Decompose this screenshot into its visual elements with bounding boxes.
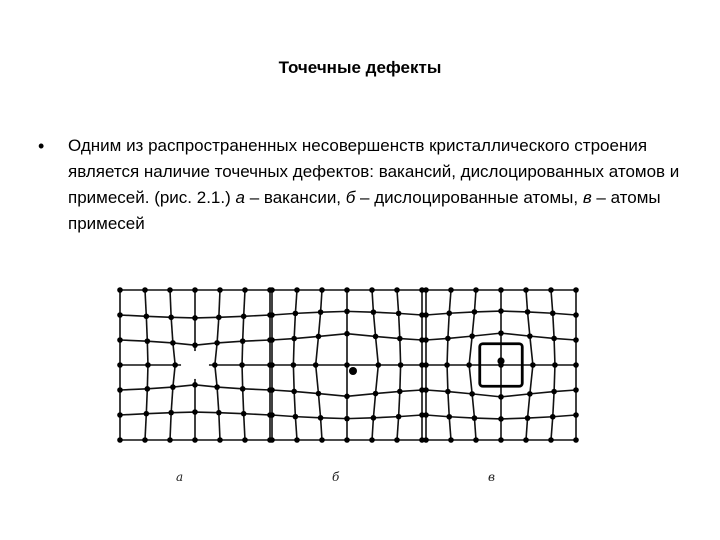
lattice-diagram [110,280,580,490]
interstitial-atom [349,367,357,375]
lattice-bond [215,365,217,387]
lattice-bond [474,418,501,419]
lattice-atom [423,437,429,443]
lattice-bond [397,417,399,440]
lattice-atom [473,287,479,293]
lattice-bond [373,394,375,418]
lattice-bond [120,414,146,415]
lattice-bond [171,317,173,343]
lattice-atom [214,340,220,346]
lattice-atom [446,414,452,420]
lattice-atom [240,338,246,344]
lattice-atom [117,337,123,343]
lattice-atom [192,342,198,348]
lattice-atom [527,333,533,339]
lattice-atom [573,287,579,293]
lattice-atom [144,314,150,320]
lattice-atom [498,416,504,422]
lattice-bond [146,389,147,414]
lattice-atom [269,337,275,343]
lattice-bond [145,290,146,316]
bullet-text-part-2: – вакансии, [244,188,346,207]
lattice-atom [445,336,451,342]
lattice-bond [373,312,375,336]
lattice-atom [168,410,174,416]
lattice-bond [318,312,320,336]
lattice-bond [171,317,195,318]
lattice-bond [295,417,320,418]
lattice-atom [548,287,554,293]
lattice-bond [243,389,244,414]
lattice-atom [423,337,429,343]
lattice-bond [449,312,474,313]
lattice-bond [554,338,555,365]
lattice-bond [347,334,376,337]
lattice-bond [217,317,219,343]
lattice-bond [551,290,553,313]
lattice-atom [371,415,377,421]
lattice-atom [448,287,454,293]
lattice-bond [173,343,195,345]
lattice-bond [501,311,528,312]
lattice-atom [573,337,579,343]
lattice-bond [120,389,147,390]
lattice-bond [447,365,448,392]
lattice-bond [318,334,347,337]
lattice-atom [551,389,557,395]
lattice-atom [294,437,300,443]
lattice-bond [171,412,195,413]
lattice-bond [272,339,294,340]
lattice-atom [192,287,198,293]
lattice-bond [321,290,322,312]
lattice-atom [170,384,176,390]
lattice-bond [501,418,528,419]
lattice-atom [369,287,375,293]
lattice-atom [573,362,579,368]
lattice-bond [219,413,220,440]
lattice-bond [501,333,530,336]
lattice-bond [170,413,171,440]
lattice-bond [219,413,244,414]
lattice-atom [216,315,222,321]
lattice-atom [552,362,558,368]
lattice-atom [373,391,379,397]
lattice-bond [472,394,474,418]
lattice-bond [449,290,451,313]
lattice-bond [171,387,173,413]
lattice-atom [117,412,123,418]
lattice-bond [553,415,576,417]
lattice-bond [147,365,148,389]
impurity-atom [497,357,504,364]
lattice-atom [192,409,198,415]
lattice-atom [423,312,429,318]
lattice-atom [217,437,223,443]
lattice-bond [120,340,147,341]
lattice-bond [426,390,448,392]
lattice-atom [396,311,402,317]
bullet-item [38,133,698,237]
lattice-bond [295,290,297,313]
lattice-atom [144,411,150,417]
lattice-atom [396,414,402,420]
lattice-bond [528,394,530,418]
lattice-atom [466,362,472,368]
lattice-bond [469,365,472,394]
lattice-bond [170,290,171,317]
lattice-atom [168,315,174,321]
label-b-ref: б [345,188,356,207]
lattice-bond [242,341,243,365]
lattice-atom [344,309,350,315]
lattice-bond [347,418,373,419]
lattice-atom [527,391,533,397]
lattice-atom [446,310,452,316]
lattice-atom [530,362,536,368]
lattice-bond [321,418,322,440]
lattice-atom [523,437,529,443]
lattice-atom [344,394,350,400]
panel-label-a: а [176,470,184,484]
lattice-bond [243,316,244,341]
lattice-atom [217,287,223,293]
lattice-bond [173,365,175,387]
lattice-atom [241,314,247,320]
lattice-atom [525,309,531,315]
lattice-bond [376,336,400,338]
lattice-bond [474,311,501,312]
lattice-atom [344,416,350,422]
lattice-bond [551,417,553,440]
lattice-bond [530,336,533,365]
lattice-atom [394,437,400,443]
lattice-atom [216,410,222,416]
lattice-atom [373,334,379,340]
lattice-atom [240,386,246,392]
lattice-atom [548,437,554,443]
lattice-atom [371,309,377,315]
lattice-bond [295,312,320,313]
lattice-bond [373,312,398,313]
lattice-bond [195,412,219,413]
lattice-atom [145,362,151,368]
lattice-atom [318,415,324,421]
lattice-atom [142,437,148,443]
lattice-bond [243,389,270,390]
lattice-atom [423,412,429,418]
lattice-bond [553,313,554,338]
lattice-bond [469,336,472,365]
lattice-bond [217,387,219,413]
lattice-atom [550,310,556,316]
lattice-atom [313,362,319,368]
lattice-bond [426,338,448,340]
lattice-bond [472,394,501,397]
lattice-bond [448,336,472,338]
lattice-bond [295,417,297,440]
bullet-marker: • [38,136,45,156]
lattice-bond [448,392,449,417]
lattice-bond [217,341,243,343]
lattice-atom [145,338,151,344]
lattice-bond [243,340,270,341]
lattice-bond [530,365,533,394]
lattice-bond [318,394,347,397]
lattice-bond [147,341,173,343]
lattice-bond [474,418,476,440]
lattice-atom [117,437,123,443]
lattice-bond [449,417,474,418]
lattice-bond [553,392,554,417]
lattice-bond [272,313,295,315]
lattice-atom [319,287,325,293]
lattice-bond [217,387,243,389]
lattice-bond [316,365,319,394]
lattice-atom [472,415,478,421]
lattice-bond [173,385,195,387]
lattice-atom [423,362,429,368]
lattice-bond [553,313,576,315]
lattice-bond [399,391,400,416]
lattice-bond [474,290,476,312]
lattice-bond [376,336,379,365]
lattice-bond [195,343,217,345]
label-v-ref: в [582,188,592,207]
lattice-atom [117,362,123,368]
lattice-atom [145,386,151,392]
lattice-atom [397,336,403,342]
lattice-atom [117,312,123,318]
lattice-atom [445,389,451,395]
panel-label-b: б [332,470,340,484]
lattice-bond [195,385,217,387]
label-a-ref: а [235,188,245,207]
lattice-atom [523,287,529,293]
lattice-atom [344,287,350,293]
lattice-atom [167,287,173,293]
lattice-bond [215,343,217,365]
lattice-bond [448,313,449,338]
lattice-bond [426,415,449,417]
lattice-bond [272,415,295,417]
lattice-atom [525,415,531,421]
lattice-bond [146,316,147,341]
lattice-bond [244,414,245,440]
lattice-bond [554,338,576,340]
slide-title: Точечные дефекты [278,58,442,77]
lattice-bond [397,290,399,313]
lattice-atom [142,287,148,293]
lattice-panel-vacancy [117,287,273,443]
lattice-atom [269,387,275,393]
lattice-atom [376,362,382,368]
lattice-bond [372,418,373,440]
lattice-bond [528,312,530,336]
lattice-atom [192,437,198,443]
lattice-atom [344,362,350,368]
lattice-bond [242,365,243,389]
lattice-atom [369,437,375,443]
lattice-bond [272,390,294,391]
lattice-atom [318,309,324,315]
lattice-atom [117,287,123,293]
lattice-atom [269,362,275,368]
lattice-atom [344,437,350,443]
lattice-bond [294,391,295,416]
lattice-bond [399,313,400,338]
lattice-bond [321,311,347,312]
lattice-bond [147,387,173,389]
lattice-bond [146,413,171,414]
lattice-panel-interstitial [269,287,425,443]
lattice-atom [344,331,350,337]
lattice-bond [449,417,451,440]
lattice-bond [146,316,171,317]
lattice-bond [376,365,379,394]
lattice-bond [400,339,401,365]
lattice-bond [318,394,320,418]
lattice-atom [212,362,218,368]
lattice-atom [498,287,504,293]
lattice-bond [554,390,576,392]
lattice-atom [269,287,275,293]
lattice-bond [173,343,175,365]
lattice-atom [573,387,579,393]
lattice-bond [376,391,400,393]
bullet-text [68,133,698,237]
bullet-text-part-4: – атомы примесей [68,188,661,233]
lattice-atom [423,387,429,393]
lattice-atom [291,362,297,368]
lattice-atom [239,362,245,368]
lattice-atom [394,287,400,293]
lattice-atom [167,437,173,443]
lattice-bond [501,394,530,397]
lattice-bond [528,312,553,313]
lattice-atom [269,437,275,443]
lattice-atom [242,287,248,293]
lattice-atom [573,437,579,443]
lattice-atom [469,391,475,397]
lattice-bond [219,316,244,317]
lattice-atom [293,414,299,420]
lattice-bond [244,315,270,316]
lattice-atom [291,336,297,342]
lattice-atom [498,394,504,400]
lattice-bond [244,414,270,415]
lattice-bond [399,415,422,417]
lattice-bond [294,391,318,393]
lattice-atom [214,384,220,390]
lattice-bond [472,312,474,336]
lattice-bond [120,315,146,316]
lattice-bond [400,365,401,391]
lattice-bond [526,290,528,312]
lattice-atom [293,311,299,317]
lattice-atom [170,340,176,346]
vacancy-site [181,351,209,379]
lattice-bond [526,418,528,440]
lattice-atom [498,330,504,336]
lattice-atom [469,333,475,339]
lattice-atom [398,362,404,368]
lattice-atom [294,287,300,293]
lattice-bond [293,365,294,391]
lattice-bond [400,339,422,340]
lattice-bond [528,417,553,418]
lattice-atom [172,362,178,368]
lattice-bond [472,333,501,336]
lattice-atom [498,308,504,314]
lattice-bond [399,313,422,315]
lattice-bond [195,317,219,318]
lattice-bond [447,338,448,365]
lattice-atom [192,315,198,321]
lattice-bond [400,390,422,391]
lattice-bond [244,290,245,316]
lattice-bond [554,365,555,392]
lattice-bond [448,392,472,394]
lattice-bond [530,392,554,394]
lattice-atom [269,412,275,418]
lattice-bond [372,290,373,312]
lattice-atom [573,412,579,418]
lattice-bond [530,336,554,338]
lattice-bond [294,336,318,338]
lattice-figure [110,280,580,490]
lattice-atom [242,437,248,443]
lattice-atom [498,437,504,443]
lattice-atom [397,389,403,395]
lattice-atom [472,309,478,315]
lattice-atom [316,391,322,397]
lattice-atom [444,362,450,368]
lattice-atom [473,437,479,443]
lattice-bond [347,311,373,312]
lattice-atom [241,411,247,417]
lattice-bond [294,313,295,338]
lattice-atom [291,389,297,395]
lattice-bond [373,417,398,418]
lattice-atom [423,287,429,293]
lattice-bond [145,414,146,440]
lattice-bond [426,313,449,315]
lattice-bond [347,394,376,397]
lattice-bond [293,339,294,365]
lattice-atom [550,414,556,420]
lattice-atom [319,437,325,443]
lattice-atom [551,336,557,342]
lattice-atom [269,312,275,318]
lattice-atom [316,334,322,340]
lattice-atom [192,382,198,388]
lattice-bond [147,341,148,365]
lattice-panel-impurity [423,287,579,443]
lattice-bond [316,336,319,365]
panel-label-v: в [488,470,495,484]
lattice-bond [219,290,220,317]
bullet-text-part-1: Одним из распространенных несовершенств кристаллического строения является наличие точечных дефектов: вакансий, дислоцированных атомов и примесей. (рис. 2.1.) [68,136,680,207]
lattice-atom [117,387,123,393]
bullet-text-part-3: – дислоцированные атомы, [355,188,583,207]
lattice-bond [321,418,347,419]
lattice-atom [448,437,454,443]
lattice-atom [573,312,579,318]
